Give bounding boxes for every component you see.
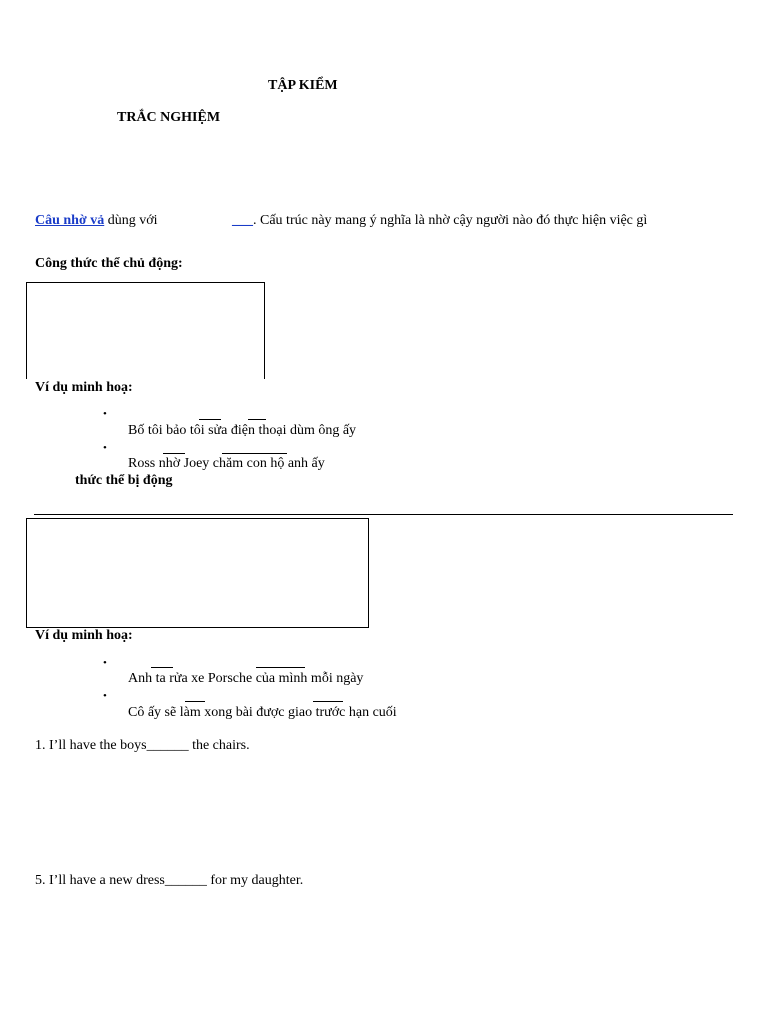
page-subtitle: TRẮC NGHIỆM <box>117 110 221 125</box>
overline-mark <box>248 419 266 420</box>
overline-mark <box>163 453 185 454</box>
passive-examples-label: Ví dụ minh hoạ: <box>35 628 133 643</box>
active-example-1: Bố tôi bảo tôi sửa điện thoại dùm ông ấy <box>128 423 357 438</box>
overline-mark <box>185 701 205 702</box>
overline-mark <box>199 419 221 420</box>
active-formula-heading: Công thức thể chủ động: <box>35 256 183 271</box>
passive-example-1: Anh ta rửa xe Porsche của mình mỗi ngày <box>128 671 364 686</box>
overline-mark <box>151 667 173 668</box>
bullet-icon: • <box>103 657 107 669</box>
section-divider <box>34 514 733 515</box>
active-examples-label: Ví dụ minh hoạ: <box>35 380 133 395</box>
overline-mark <box>313 701 343 702</box>
bullet-icon: • <box>103 442 107 454</box>
passive-formula-box <box>26 518 369 628</box>
active-example-2: Ross nhờ Joey chăm con hộ anh ấy <box>128 456 325 471</box>
intro-line <box>35 213 158 229</box>
intro-blank <box>232 213 647 229</box>
intro-text: dùng với <box>104 213 158 228</box>
overline-mark <box>222 453 287 454</box>
passive-example-2: Cô ấy sẽ làm xong bài được giao trước hạn cuối <box>128 705 397 720</box>
bullet-icon: • <box>103 408 107 420</box>
question-5: 5. I’ll have a new dress______ for my daughter. <box>35 873 304 888</box>
active-formula-box <box>26 282 265 379</box>
question-1: 1. I’ll have the boys______ the chairs. <box>35 738 250 753</box>
passive-formula-heading: thức thể bị động <box>75 473 173 488</box>
intro-blank-link[interactable]: ___ <box>232 213 253 228</box>
bullet-icon: • <box>103 690 107 702</box>
overline-mark <box>256 667 305 668</box>
intro-rest: . Cấu trúc này mang ý nghĩa là nhờ cậy người nào đó thực hiện việc gì <box>253 213 648 228</box>
page-title: TẬP KIỂM <box>268 78 338 93</box>
intro-link[interactable]: Câu nhờ vả <box>35 213 105 228</box>
